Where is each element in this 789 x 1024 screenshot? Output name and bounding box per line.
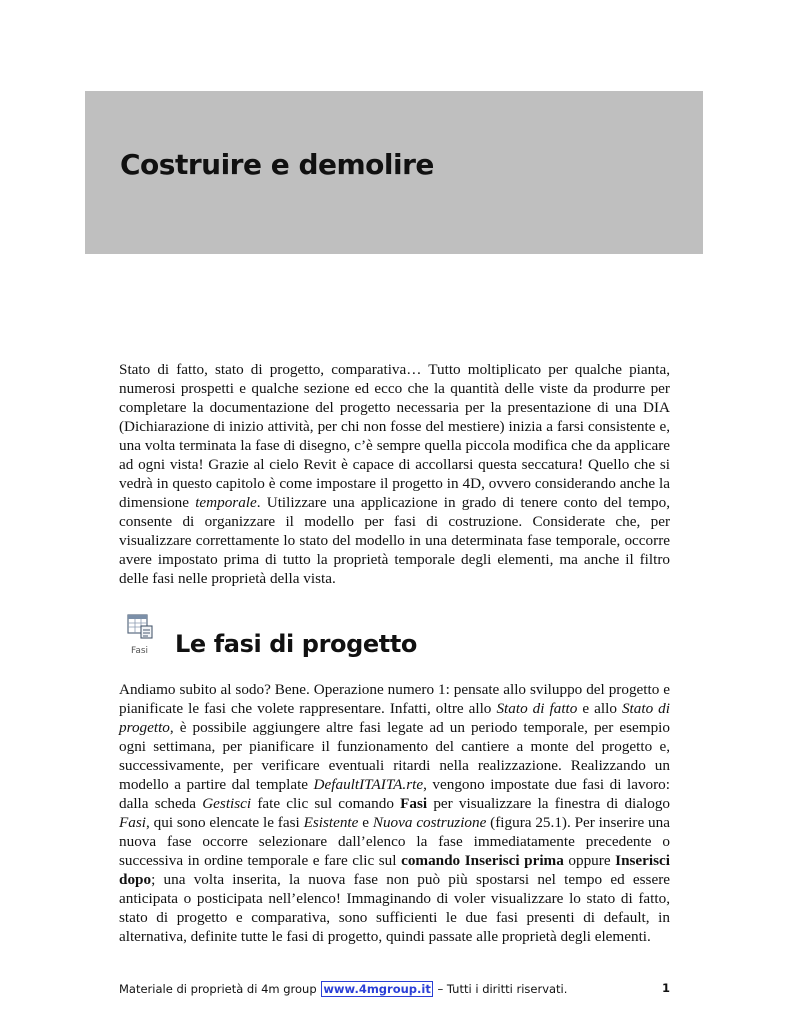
section-emphasis: Stato di progetto xyxy=(119,700,670,736)
page-number: 1 xyxy=(661,981,670,995)
section-emphasis: Esistente xyxy=(303,814,359,831)
section-text: , vengono impostate due fasi di lavoro: dalla scheda xyxy=(119,776,670,812)
section-paragraph xyxy=(119,680,670,946)
section-text: fate clic sul comando xyxy=(251,795,401,812)
section-text: , qui sono elencate le fasi xyxy=(146,814,304,831)
section-emphasis: Stato di fatto xyxy=(496,700,578,717)
section-text: , è possibile aggiungere altre fasi legate ad un periodo temporale, per esempio ogni settimana, per pianificare il funzionamento del cantiere a monte del progetto e, successivamente, per verificare eventuali ritardi nella realizzazione. Realizzando un modello a partire dal template xyxy=(119,719,670,793)
section-text: (figura 25.1). Per inserire una nuova fase occorre selezionare dall’elenco la fase immediatamente precedente o successiva in ordine temporale e fare clic sul xyxy=(119,814,670,869)
footer-suffix: – Tutti i diritti riservati. xyxy=(433,982,568,996)
footer-prefix: Materiale di proprietà di 4m group xyxy=(119,982,321,996)
intro-text-2: . Utilizzare una applicazione in grado di tenere conto del tempo, consente di organizzare il modello per fasi di costruzione. Considerate che, per visualizzare correttamente lo stato del modello in una determinata fase temporale, occorre avere impostato prima di tutto la proprietà temporale degli elementi, ma anche il filtro delle fasi nelle proprietà della vista. xyxy=(119,494,671,587)
intro-paragraph xyxy=(119,360,670,588)
section-text: e xyxy=(358,814,373,831)
section-text: Andiamo subito al sodo? Bene. Operazione numero 1: pensate allo sviluppo del progetto e pianificate le fasi che volete rappresentare. Infatti, oltre allo xyxy=(119,681,670,717)
footer-website-link[interactable]: www.4mgroup.it xyxy=(323,982,431,996)
section-bold: comando Inserisci prima xyxy=(401,852,564,869)
section-emphasis: Nuova costruzione xyxy=(372,814,487,831)
section-text: oppure xyxy=(563,852,616,869)
page-footer xyxy=(119,981,670,997)
intro-text-1: Stato di fatto, stato di progetto, comparativa… Tutto moltiplicato per qualche pianta, numerosi prospetti e qualche sezione ed ecco che la quantità delle viste da produrre per completare la documentazione del progetto necessaria per la presentazione di una DIA (Dichiarazione di inizio attività, per chi non fosse del mestiere) inizia a farsi consistente e, una volta terminata la fase di disegno, c’è sempre quella piccola modifica che da applicare ad ogni vista! Grazie al cielo Revit è capace di accollarsi questa seccatura! Quello che si vedrà in questo capitolo è come impostare il progetto in 4D, ovvero considerando anche la dimensione xyxy=(119,361,670,511)
section-title: Le fasi di progetto xyxy=(175,630,417,658)
section-emphasis: DefaultITAITA.rte xyxy=(313,776,424,793)
section-emphasis: Gestisci xyxy=(202,795,252,812)
section-text: per visualizzare la finestra di dialogo xyxy=(427,795,671,812)
section-emphasis: Fasi xyxy=(119,814,147,831)
section-text: ; una volta inserita, la nuova fase non può più spostarsi nel tempo ed essere anticipata o posticipata nell’elenco! Immaginando di voler visualizzare lo stato di fatto, stato di progetto e comparativa, sono sufficienti le due fasi presenti di default, in alternativa, definite tutte le fasi di progetto, quindi passate alle proprietà degli elementi. xyxy=(119,871,670,945)
section-bold: Inserisci dopo xyxy=(119,852,670,888)
intro-emphasis: temporale xyxy=(195,494,257,511)
chapter-title: Costruire e demolire xyxy=(120,148,434,181)
section-bold: Fasi xyxy=(400,795,428,812)
phases-icon-label: Fasi xyxy=(131,646,149,656)
section-text: e allo xyxy=(577,700,622,717)
